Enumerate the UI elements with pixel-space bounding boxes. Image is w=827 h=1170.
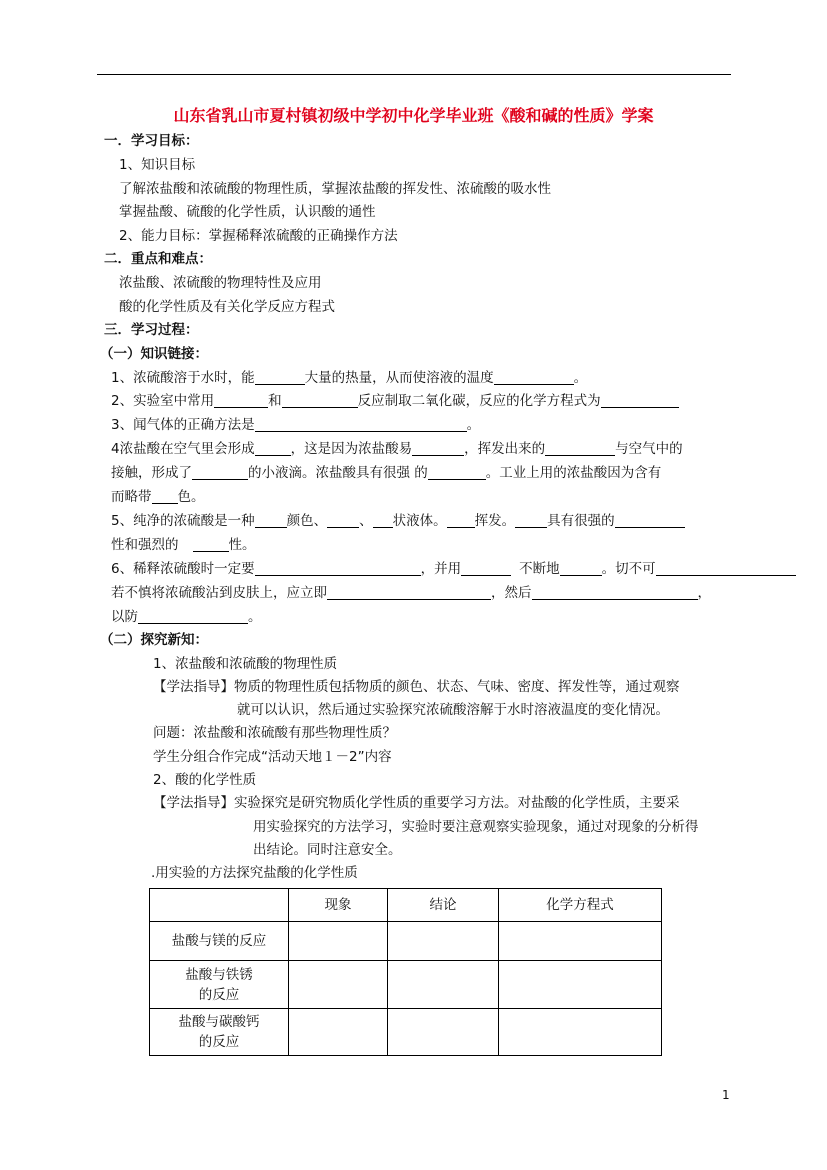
blank[interactable]: [560, 561, 602, 576]
group-activity: 学生分组合作完成“活动天地１－2”内容: [153, 749, 392, 765]
answer-cell[interactable]: [388, 1009, 499, 1056]
row-label: 盐酸与碳酸钙 的反应: [150, 1009, 289, 1056]
answer-cell[interactable]: [499, 1009, 662, 1056]
question-physical-properties: 问题：浓盐酸和浓硫酸有那些物理性质？: [153, 725, 396, 741]
table-row: [150, 961, 662, 1009]
table-row: [150, 922, 662, 961]
experiment-table: [149, 888, 662, 1056]
blank[interactable]: [373, 513, 393, 528]
method-guide-2-line-3: 出结论。同时注意安全。: [253, 842, 402, 858]
blank[interactable]: [494, 370, 574, 385]
question-2: 2、实验室中常用 和 反应制取二氧化碳，反应的化学方程式为: [111, 392, 679, 410]
ability-goal: 2、能力目标：掌握稀释浓硫酸的正确操作方法: [119, 228, 398, 244]
explore-item-1: 1、浓盐酸和浓硫酸的物理性质: [153, 656, 338, 672]
blank[interactable]: [615, 513, 685, 528]
blank[interactable]: [327, 513, 359, 528]
blank[interactable]: [193, 537, 229, 552]
question-1: 1、浓硫酸溶于水时，能 大量的热量，从而使溶液的温度 。: [111, 370, 588, 386]
knowledge-goal-label: 1、知识目标: [119, 157, 196, 173]
section-2-heading: 二．重点和难点：: [104, 251, 212, 267]
knowledge-goal-2: 掌握盐酸、硫酸的化学性质，认识酸的通性: [119, 204, 376, 220]
section-1-heading: 一．学习目标：: [104, 133, 199, 149]
blank[interactable]: [532, 585, 698, 600]
answer-cell[interactable]: [289, 961, 388, 1009]
blank[interactable]: [152, 489, 178, 504]
page-title: 山东省乳山市夏村镇初级中学初中化学毕业班《酸和碱的性质》学案: [173, 106, 654, 125]
blank[interactable]: [545, 441, 615, 456]
question-5-line-2: 性和强烈的 性。: [111, 537, 256, 553]
blank[interactable]: [656, 561, 796, 576]
blank[interactable]: [327, 585, 491, 600]
row-label: 盐酸与镁的反应: [150, 922, 289, 961]
blank[interactable]: [515, 513, 547, 528]
blank[interactable]: [255, 513, 287, 528]
table-header-row: [150, 889, 662, 922]
section-3-heading: 三．学习过程：: [104, 322, 199, 338]
blank[interactable]: [447, 513, 475, 528]
header-cell-empty: [150, 889, 289, 922]
subsection-knowledge-link: （一）知识链接：: [100, 346, 208, 362]
blank[interactable]: [601, 393, 679, 408]
blank[interactable]: [255, 370, 305, 385]
header-cell-conclusion: 结论: [388, 889, 499, 922]
key-point-2: 酸的化学性质及有关化学反应方程式: [119, 299, 335, 315]
page-number: 1: [722, 1088, 730, 1102]
question-4-line-2: 接触，形成了 的小液滴。浓盐酸具有很强 的 。工业上用的浓盐酸因为含有: [111, 465, 662, 481]
header-cell-equation: 化学方程式: [499, 889, 662, 922]
blank[interactable]: [255, 417, 467, 432]
blank[interactable]: [255, 441, 291, 456]
header-rule: [97, 74, 731, 75]
blank[interactable]: [412, 441, 464, 456]
answer-cell[interactable]: [388, 961, 499, 1009]
question-4-line-1: 4浓盐酸在空气里会形成 ，这是因为浓盐酸易 ，挥发出来的 与空气中的: [111, 441, 683, 457]
blank[interactable]: [282, 393, 358, 408]
method-guide-1-line-2: 就可以认识，然后通过实验探究浓硫酸溶解于水时溶液温度的变化情况。: [237, 702, 669, 718]
answer-cell[interactable]: [499, 961, 662, 1009]
blank[interactable]: [255, 561, 421, 576]
key-point-1: 浓盐酸、浓硫酸的物理特性及应用: [119, 275, 322, 291]
blank[interactable]: [214, 393, 268, 408]
blank[interactable]: [138, 609, 248, 624]
question-6-line-1: 6、稀释浓硫酸时一定要 ，并用 不断地 。切不可: [111, 560, 796, 578]
blank[interactable]: [461, 561, 511, 576]
blank[interactable]: [192, 465, 248, 480]
question-4-line-3: 而略带 色。: [111, 489, 205, 505]
answer-cell[interactable]: [499, 922, 662, 961]
question-6-line-2: 若不慎将浓硫酸沾到皮肤上，应立即 ，然后 ，: [111, 585, 711, 601]
answer-cell[interactable]: [289, 922, 388, 961]
table-row: [150, 1009, 662, 1056]
question-5-line-1: 5、纯净的浓硫酸是一种 颜色、 、 状液体。 挥发。 具有很强的: [111, 512, 685, 530]
method-guide-2-line-2: 用实验探究的方法学习，实验时要注意观察实验现象，通过对现象的分析得: [253, 819, 699, 835]
subsection-explore: （二）探究新知：: [100, 632, 208, 648]
blank[interactable]: [428, 465, 486, 480]
row-label: 盐酸与铁锈 的反应: [150, 961, 289, 1009]
table-caption: .用实验的方法探究盐酸的化学性质: [151, 865, 358, 881]
explore-item-2: 2、酸的化学性质: [153, 772, 257, 788]
header-cell-phenomenon: 现象: [289, 889, 388, 922]
method-guide-1-line-1: 【学法指导】物质的物理性质包括物质的颜色、状态、气味、密度、挥发性等，通过观察: [153, 679, 680, 695]
answer-cell[interactable]: [289, 1009, 388, 1056]
answer-cell[interactable]: [388, 922, 499, 961]
method-guide-2-line-1: 【学法指导】实验探究是研究物质化学性质的重要学习方法。对盐酸的化学性质，主要采: [153, 795, 680, 811]
knowledge-goal-1: 了解浓盐酸和浓硫酸的物理性质，掌握浓盐酸的挥发性、浓硫酸的吸水性: [119, 181, 551, 197]
question-6-line-3: 以防 。: [111, 609, 262, 625]
question-3: 3、闻气体的正确方法是 。: [111, 417, 481, 433]
